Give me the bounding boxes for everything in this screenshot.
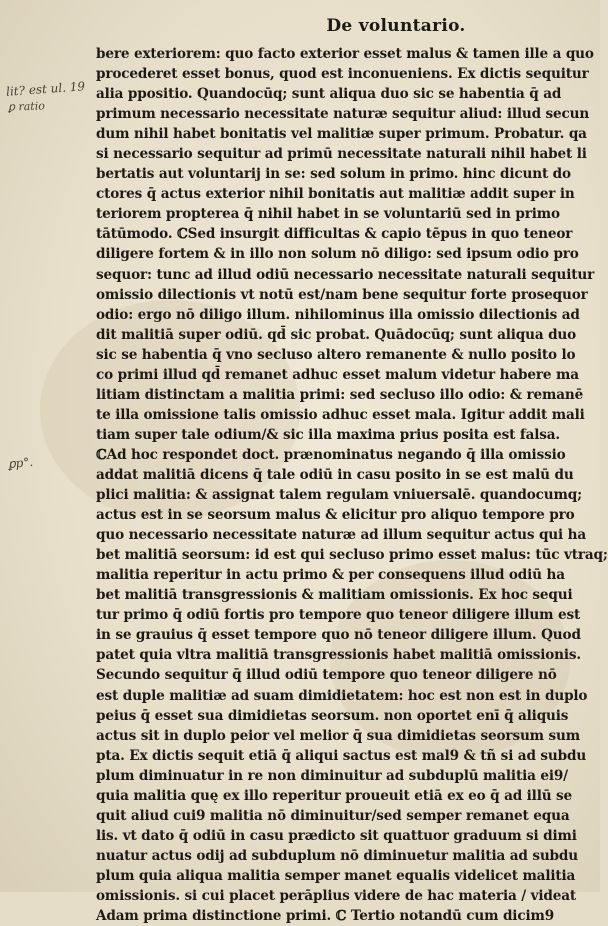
text-line: quit aliud cui9 malitia nō diminuitur/sed semper remanet equa xyxy=(96,807,570,824)
text-line: bet malitiā seorsum: id est qui secluso primo esset malus: tūc vtraq; xyxy=(96,547,608,564)
text-line: patet quia vltra malitiā transgressionis habet malitiā omissionis. xyxy=(96,647,582,664)
text-line: quo necessario necessitate naturæ ad illum sequitur actus qui ha xyxy=(96,527,587,544)
text-line: dit malitiā super odiū. qd̄ sic probat. Quādocūq; sunt aliqua duo xyxy=(96,326,577,343)
text-line: bertatis aut voluntarij in se: sed solum in primo. hinc dicunt do xyxy=(96,166,571,183)
text-line: plum quia aliqua malitia semper manet equalis videlicet malitia xyxy=(96,867,576,884)
text-line: plici malitia: & assignat talem regulam vniuersalē. quandocumq; xyxy=(96,487,582,504)
running-header: De voluntario. xyxy=(326,16,466,36)
text-line: bere exteriorem: quo facto exterior esset malus & tamen ille a quo xyxy=(96,46,594,62)
text-line: omissionis. si cui placet perāplius videre de hac materia / videat xyxy=(96,887,576,904)
text-line: quia malitia quę ex illo reperitur proueuit etiā ex eo q̄ ad illū se xyxy=(96,787,573,804)
marginal-note: lit? est ul. 19 xyxy=(5,79,86,99)
text-line: lis. vt dato q̄ odiū in casu prædicto sit quattuor graduum si dimi xyxy=(96,827,577,844)
text-line: Secundo sequitur q̄ illud odiū tempore quo teneor diligere nō xyxy=(96,667,557,684)
text-line: sic se habentia q̄ vno secluso altero remanente & nullo posito lo xyxy=(96,346,576,363)
text-line: ℂAd hoc respondet doct. prænominatus negando q̄ illa omissio xyxy=(96,446,566,463)
text-line: co primi illud qd̄ remanet adhuc esset malum videtur habere ma xyxy=(96,366,579,383)
text-line: plum diminuatur in re non diminuitur ad subduplū malitia ei9/ xyxy=(96,767,568,784)
text-line: diligere fortem & in illo non solum nō diligo: sed ipsum odio pro xyxy=(96,246,579,263)
text-line: tur primo q̄ odiū fortis pro tempore quo teneor diligere illum est xyxy=(96,607,581,624)
text-line: Adam prima distinctione primi. ℂ Tertio notandū cum dicim9 xyxy=(96,908,555,925)
text-line: est duple malitiæ ad suam dimidietatem: hoc est non est in duplo xyxy=(96,687,588,704)
text-line: ctores q̄ actus exterior nihil bonitatis aut malitiæ addit super in xyxy=(96,186,575,203)
text-line: dum nihil habet bonitatis vel malitiæ super primum. Probatur. qa xyxy=(96,126,587,143)
text-line: nuatur actus odij ad subduplum nō diminuetur malitia ad subdu xyxy=(96,847,578,864)
text-line: odio: ergo nō diligo illum. nihilominus illa omissio dilectionis ad xyxy=(96,306,580,323)
text-line: in se grauius q̄ esset tempore quo nō teneor diligere illum. Quod xyxy=(96,627,581,644)
marginal-note: ꝑ ratio xyxy=(7,99,46,114)
text-line: actus sit in duplo peior vel melior q̄ sua dimidietas seorsum sum xyxy=(96,727,580,744)
text-line: alia ppositio. Quandocūq; sunt aliqua duo sic se habentia q̄ ad xyxy=(96,86,562,103)
text-line: bet malitiā transgressionis & malitiam omissionis. Ex hoc sequi xyxy=(96,587,573,604)
text-line: teriorem propterea q̄ nihil habet in se voluntariū sed in primo xyxy=(96,206,560,223)
text-line: pta. Ex dictis sequit etiā q̄ aliqui sactus est mal9 & tñ si ad subdu xyxy=(96,747,587,764)
text-line: peius q̄ esset sua dimidietas seorsum. non oportet enī q̄ aliquis xyxy=(96,707,569,724)
text-line: actus est in se seorsum malus & elicitur pro aliquo tempore pro xyxy=(96,507,575,524)
text-line: malitia reperitur in actu primo & per consequens illud odiū ha xyxy=(96,567,565,584)
text-line: tiam super tale odium/& sic illa maxima prius posita est falsa. xyxy=(96,426,560,443)
text-line: procederet esset bonus, quod est inconueniens. Ex dictis sequitur xyxy=(96,66,589,83)
text-line: primum necessario necessitate naturæ sequitur aliud: illud secun xyxy=(96,106,590,123)
body-text xyxy=(96,44,608,926)
text-line: te illa omissione talis omissio adhuc esset mala. Igitur addit mali xyxy=(96,406,585,423)
marginal-note: ꝑp°. xyxy=(7,454,34,472)
text-line: addat malitiā dicens q̄ tale odiū in casu posito in se est malū du xyxy=(96,466,574,483)
text-line: tātūmodo. ℂSed insurgit difficultas & capio tēpus in quo teneor xyxy=(96,226,573,243)
text-line: sequor: tunc ad illud odiū necessario necessitate naturali sequitur xyxy=(96,266,595,283)
text-line: omissio dilectionis vt notū est/nam bene sequitur forte prosequor xyxy=(96,286,588,303)
text-line: litiam distinctam a malitia primi: sed secluso illo odio: & remanē xyxy=(96,386,584,403)
text-line: si necessario sequitur ad primū necessitate naturali nihil habet li xyxy=(96,146,587,163)
